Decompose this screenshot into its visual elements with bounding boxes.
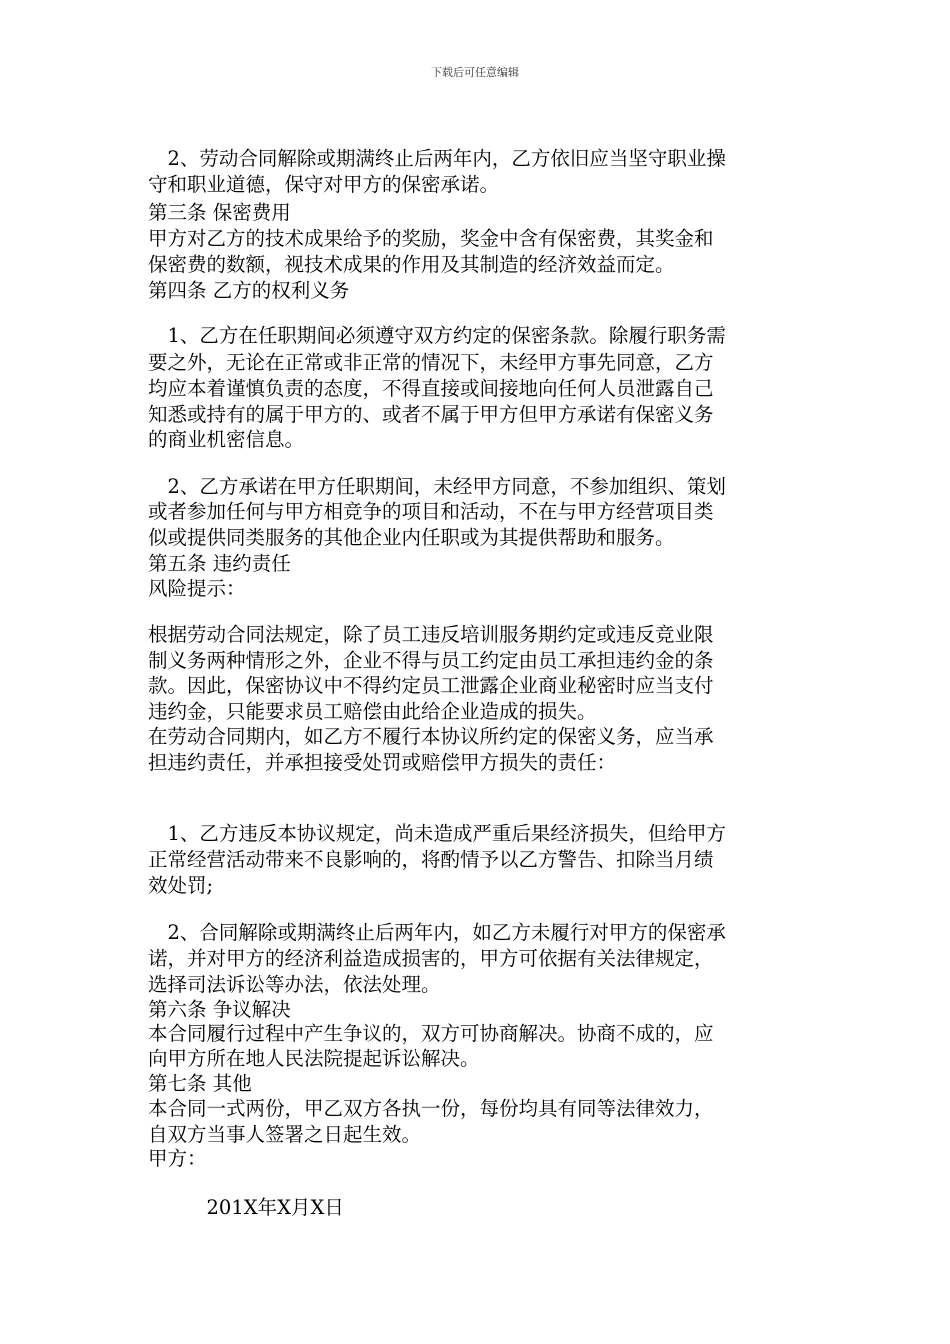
body-line: 款。因此，保密协议中不得约定员工泄露企业商业秘密时应当支付 bbox=[148, 674, 714, 697]
body-line: 知悉或持有的属于甲方的、或者不属于甲方但甲方承诺有保密义务 bbox=[148, 403, 714, 426]
body-line: 甲方对乙方的技术成果给予的奖励，奖金中含有保密费，其奖金和 bbox=[148, 227, 714, 250]
body-line: 似或提供同类服务的其他企业内任职或为其提供帮助和服务。 bbox=[148, 526, 675, 549]
date-line: 201X年X月X日 bbox=[148, 1196, 344, 1219]
body-line: 的商业机密信息。 bbox=[148, 428, 305, 451]
body-line: 效处罚; bbox=[148, 874, 214, 897]
body-line: 担违约责任，并承担接受处罚或赔偿甲方损失的责任： bbox=[148, 751, 617, 774]
body-line: 根据劳动合同法规定，除了员工违反培训服务期约定或违反竞业限 bbox=[148, 623, 714, 646]
body-line: 2、劳动合同解除或期满终止后两年内，乙方依旧应当坚守职业操 bbox=[148, 147, 726, 170]
body-line: 本合同履行过程中产生争议的，双方可协商解决。协商不成的，应 bbox=[148, 1022, 714, 1045]
section-heading: 第七条 其他 bbox=[148, 1072, 252, 1095]
body-line: 保密费的数额，视技术成果的作用及其制造的经济效益而定。 bbox=[148, 253, 675, 276]
body-line: 选择司法诉讼等办法，依法处理。 bbox=[148, 973, 441, 996]
body-line: 均应本着谨慎负责的态度，不得直接或间接地向任何人员泄露自己 bbox=[148, 377, 714, 400]
body-line: 向甲方所在地人民法院提起诉讼解决。 bbox=[148, 1047, 480, 1070]
body-line: 在劳动合同期内，如乙方不履行本协议所约定的保密义务，应当承 bbox=[148, 725, 714, 748]
section-heading: 第四条 乙方的权利义务 bbox=[148, 279, 350, 302]
signature-label: 甲方： bbox=[148, 1147, 207, 1170]
body-line: 2、合同解除或期满终止后两年内，如乙方未履行对甲方的保密承 bbox=[148, 921, 726, 944]
body-line: 2、乙方承诺在甲方任职期间，未经甲方同意，不参加组织、策划 bbox=[148, 475, 726, 498]
body-line: 1、乙方违反本协议规定，尚未造成严重后果经济损失，但给甲方 bbox=[148, 822, 726, 845]
body-line: 本合同一式两份，甲乙双方各执一份，每份均具有同等法律效力， bbox=[148, 1097, 714, 1120]
page-header: 下载后可任意编辑 bbox=[431, 66, 519, 79]
body-line: 要之外，无论在正常或非正常的情况下，未经甲方事先同意，乙方 bbox=[148, 351, 714, 374]
body-line: 1、乙方在任职期间必须遵守双方约定的保密条款。除履行职务需 bbox=[148, 324, 726, 347]
body-line: 正常经营活动带来不良影响的，将酌情予以乙方警告、扣除当月绩 bbox=[148, 848, 714, 871]
section-heading: 第三条 保密费用 bbox=[148, 201, 291, 224]
body-line: 或者参加任何与甲方相竞争的项目和活动，不在与甲方经营项目类 bbox=[148, 500, 714, 523]
body-line: 风险提示： bbox=[148, 577, 246, 600]
body-line: 自双方当事人签署之日起生效。 bbox=[148, 1123, 422, 1146]
body-line: 制义务两种情形之外，企业不得与员工约定由员工承担违约金的条 bbox=[148, 649, 714, 672]
body-line: 诺，并对甲方的经济利益造成损害的，甲方可依据有关法律规定， bbox=[148, 947, 714, 970]
body-line: 守和职业道德，保守对甲方的保密承诺。 bbox=[148, 173, 500, 196]
section-heading: 第六条 争议解决 bbox=[148, 998, 291, 1021]
section-heading: 第五条 违约责任 bbox=[148, 552, 291, 575]
body-line: 违约金，只能要求员工赔偿由此给企业造成的损失。 bbox=[148, 700, 597, 723]
